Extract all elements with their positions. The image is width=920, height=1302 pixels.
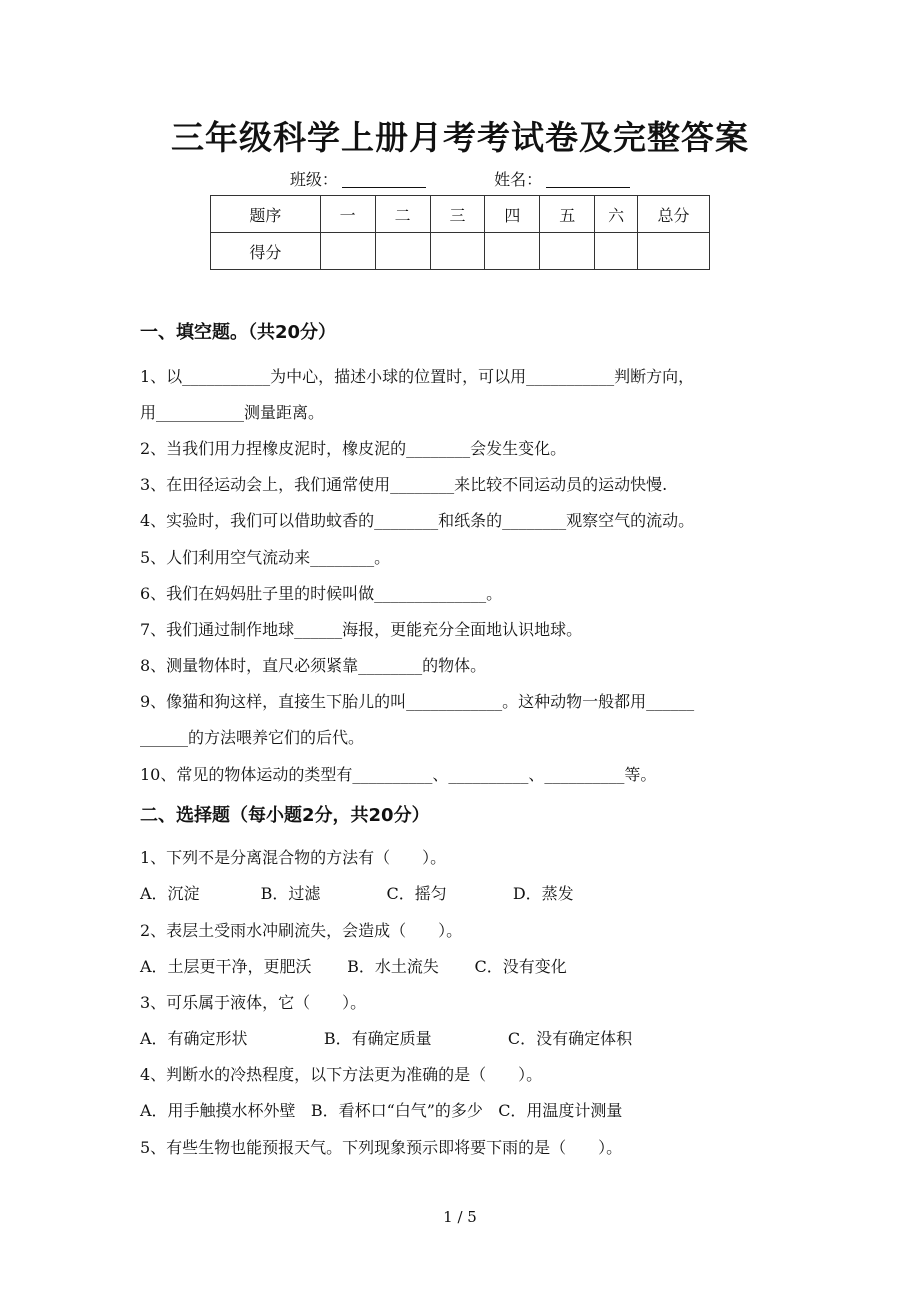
score-header-cell: 四 <box>485 196 540 233</box>
question-line: 2、当我们用力捏橡皮泥时，橡皮泥的________会发生变化。 <box>140 439 567 458</box>
option-line: A．用手触摸水杯外壁 B．看杯口“白气”的多少 C．用温度计测量 <box>140 1101 623 1120</box>
student-info <box>0 167 920 190</box>
score-header-cell: 六 <box>595 196 638 233</box>
score-header-cell: 三 <box>430 196 485 233</box>
question-line: 7、我们通过制作地球______海报，更能充分全面地认识地球。 <box>140 620 583 639</box>
score-header-cell: 一 <box>320 196 375 233</box>
question-line: 用___________测量距离。 <box>140 403 325 422</box>
score-header-cell: 题序 <box>211 196 321 233</box>
name-label: 姓名： <box>494 170 543 189</box>
score-cell[interactable] <box>595 233 638 270</box>
section2-heading: 二、选择题（每小题2分，共20分） <box>140 805 430 826</box>
score-cell[interactable] <box>485 233 540 270</box>
option-line: A．沉淀 B．过滤 C．摇匀 D．蒸发 <box>140 884 574 903</box>
score-header-row <box>211 196 710 233</box>
score-cell[interactable] <box>430 233 485 270</box>
score-header-cell: 总分 <box>638 196 710 233</box>
question-line: 4、实验时，我们可以借助蚊香的________和纸条的________观察空气的流动。 <box>140 511 695 530</box>
name-blank[interactable] <box>546 171 630 188</box>
score-cell[interactable] <box>540 233 595 270</box>
class-blank[interactable] <box>342 171 426 188</box>
option-line: A．土层更干净，更肥沃 B．水土流失 C．没有变化 <box>140 957 567 976</box>
score-cell[interactable] <box>320 233 375 270</box>
score-cell[interactable] <box>638 233 710 270</box>
question-line: 1、以___________为中心，描述小球的位置时，可以用___________判断方向， <box>140 367 695 386</box>
score-header-cell: 五 <box>540 196 595 233</box>
score-table <box>210 195 710 270</box>
score-row-label: 得分 <box>211 233 321 270</box>
question-line: 6、我们在妈妈肚子里的时候叫做______________。 <box>140 584 503 603</box>
question-line: 2、表层土受雨水冲刷流失，会造成（ ）。 <box>140 921 463 940</box>
score-row <box>211 233 710 270</box>
question-line: 3、可乐属于液体，它（ ）。 <box>140 993 367 1012</box>
question-line: 4、判断水的冷热程度，以下方法更为准确的是（ ）。 <box>140 1065 543 1084</box>
question-line: 10、常见的物体运动的类型有__________、__________、__________等。 <box>140 765 657 784</box>
page-number: 1 / 5 <box>443 1208 477 1226</box>
score-header-cell: 二 <box>375 196 430 233</box>
question-line: 5、人们利用空气流动来________。 <box>140 548 391 567</box>
question-line: 8、测量物体时，直尺必须紧靠________的物体。 <box>140 656 487 675</box>
question-line: 5、有些生物也能预报天气。下列现象预示即将要下雨的是（ ）。 <box>140 1138 623 1157</box>
question-line: 1、下列不是分离混合物的方法有（ ）。 <box>140 848 447 867</box>
score-cell[interactable] <box>375 233 430 270</box>
page-title: 三年级科学上册月考考试卷及完整答案 <box>171 118 749 157</box>
question-line: 3、在田径运动会上，我们通常使用________来比较不同运动员的运动快慢. <box>140 475 668 494</box>
class-label: 班级： <box>289 170 338 189</box>
section1-heading: 一、填空题。（共20分） <box>140 322 337 343</box>
question-line: 9、像猫和狗这样，直接生下胎儿的叫____________。这种动物一般都用______ <box>140 692 695 711</box>
question-line: ______的方法喂养它们的后代。 <box>140 728 365 747</box>
option-line: A．有确定形状 B．有确定质量 C．没有确定体积 <box>140 1029 633 1048</box>
